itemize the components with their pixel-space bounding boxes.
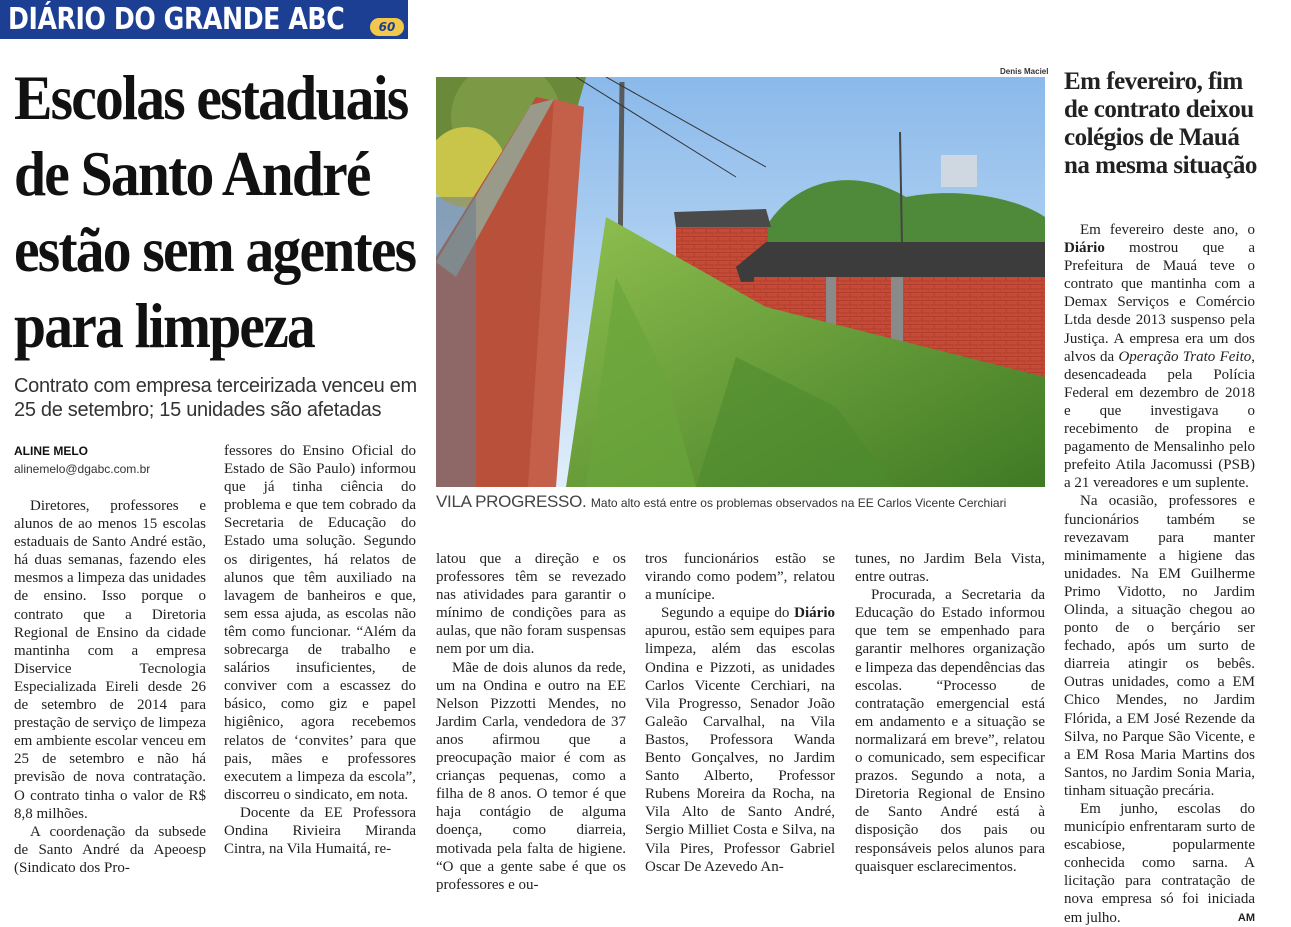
headline-line: para limpeza: [14, 290, 314, 361]
headline-line: Escolas estaduais: [14, 62, 408, 133]
article-column-4: [645, 550, 835, 876]
article-column-5: [855, 550, 1045, 876]
paragraph: tunes, no Jardim Bela Vista, entre outras.: [855, 551, 1045, 586]
paragraph: Na ocasião, professores e funcionários também se revezavam para manter minimamente a higiene das unidades. Na EM Guilherme Primo Vidotto, no Jardim Olinda, a situação chegou ao ponto de o berçário ser fechado, após um surto de diarreia atingir os bebês. Outras unidades, como a EM Chico Mendes, no Jardim Flórida, a EM José Rezende da Silva, no Parque São Vicente, e a EM Rosa Maria Martins dos Santos, no Jardim Sonia Maria, tinham situação precária.: [1064, 493, 1255, 799]
article-column-3: [436, 550, 626, 894]
sidebar-title-line: colégios de Mauá: [1064, 124, 1240, 151]
paragraph: [1064, 800, 1255, 927]
anniversary-badge: 60: [370, 18, 404, 36]
paragraph: tros funcionários estão se virando como podem”, relatou a munícipe.: [645, 551, 835, 604]
headline-line: estão sem agentes: [14, 214, 416, 285]
operation-name: Operação Trato Feito: [1118, 348, 1252, 365]
masthead: [0, 0, 408, 39]
text-run: , desencadeada pela Polícia Federal em dezembro de 2018 e que investigava o recebimento de propina e pagamento de Mensalinho pelo prefeito Atila Jacomussi (PSB) a 21 vereadores e um suplente.: [1064, 348, 1255, 492]
paragraph: [1064, 221, 1255, 492]
newspaper-name: Diário: [1064, 240, 1105, 257]
paragraph: Docente da EE Professora Ondina Rivieira Miranda Cintra, na Vila Humaitá, re-: [224, 804, 416, 858]
article-subheadline: Contrato com empresa terceirizada venceu em 25 de setembro; 15 unidades são afetadas: [14, 375, 417, 421]
text-run: Em junho, escolas do município enfrentaram surto de escabiose, popularmente conhecida como sarna. A licitação para contratação de nova empresa só foi iniciada em julho.: [1064, 801, 1255, 926]
paragraph: latou que a direção e os professores têm se revezado nas atividades para garantir o mínimo de condições para as aulas, que não foram suspensas nem por um dia.: [436, 551, 626, 658]
paragraph: [645, 604, 835, 875]
masthead-title: DIÁRIO DO GRANDE ABC: [8, 2, 345, 37]
sidebar-title-line: de contrato deixou: [1064, 96, 1254, 123]
author-email: alinemelo@dgabc.com.br: [14, 462, 151, 476]
paragraph: fessores do Ensino Oficial do Estado de São Paulo) informou que já tinha ciência do problema e que tem cobrado da Secretaria de Educação do Estado uma solução. Segundo os dirigentes, há relatos de alunos que têm auxiliado na lavagem de banheiros e que, sem essa ajuda, as escolas não têm como funcionar. “Além da sobrecarga de trabalho e salários insuficientes, de conviver com a escassez do básico, como giz e papel higiênico, agora recebemos relatos de ‘convites’ para que pais, mães e professores executem a limpeza da escola”, discorreu o sindicato, em nota.: [224, 443, 416, 803]
text-run: mostrou que a Prefeitura de Mauá teve o contrato que mantinha com a Demax Serviços e Comércio Ltda desde 2013 suspenso pela Justiça. A empresa era um dos alvos da: [1064, 240, 1255, 365]
author-initials: AM: [1237, 911, 1255, 924]
article-column-1: [14, 497, 206, 877]
paragraph: Diretores, professores e alunos de ao menos 15 escolas estaduais de Santo André estão, há duas semanas, fazendo eles mesmos a limpeza das unidades de ensino. Isso porque o contrato que a Diretoria Regional de Ensino da cidade mantinha com a empresa Diservice Tecnologia Especializada Eireli desde 26 de setembro de 2014 para prestação de serviço de limpeza em ambiente escolar venceu em 25 de setembro e não há previsão de nova contratação. O contrato tinha o valor de R$ 8,8 milhões.: [14, 498, 206, 822]
text-run: Segundo a equipe do: [661, 605, 795, 622]
sidebar-title-line: Em fevereiro, fim: [1064, 68, 1243, 95]
sidebar-title: [1064, 68, 1286, 180]
sidebar-column: [1064, 221, 1255, 927]
paragraph: Procurada, a Secretaria da Educação do Estado informou que tem se empenhado para garantir melhores organização e limpeza das dependências das escolas. “Processo de contratação emergencial está em andamento e a situação se normalizará em breve”, relatou o comunicado, sem especificar prazos. Segundo a nota, a Diretoria Regional de Ensino de Santo André está à disposição dos pais ou responsáveis pelos alunos para quaisquer esclarecimentos.: [855, 587, 1045, 875]
photo-caption: [436, 492, 1056, 512]
text-run: Em fevereiro deste ano, o: [1080, 222, 1255, 238]
article-photo: [436, 77, 1045, 487]
text-run: apurou, estão sem equipes para limpeza, além das escolas Ondina e Pizzoti, as unidades Carlos Vicente Cerchiari, na Vila Progresso, Senador João Galeão Carvalhal, na Vila Bastos, Professora Wanda Bento Gonçalves, no Jardim Santo Alberto, Professor Rubens Moreira da Rocha, na Vila Alto de Santo André, Sergio Milliet Costa e Silva, na Vila Pires, Professor Gabriel Oscar De Azevedo An-: [645, 623, 835, 875]
caption-label: VILA PROGRESSO.: [436, 492, 587, 511]
photo-illustration: [436, 77, 1045, 487]
newspaper-name: Diário: [794, 605, 835, 622]
paragraph: A coordenação da subsede de Santo André da Apeoesp (Sindicato dos Pro-: [14, 823, 206, 876]
article-column-2: [224, 442, 416, 858]
headline-line: de Santo André: [14, 138, 370, 209]
article-headline: [14, 60, 416, 364]
author-name: ALINE MELO: [14, 444, 88, 458]
paragraph: Mãe de dois alunos da rede, um na Ondina e outro na EE Nelson Pizzotti Mendes, no Jardim Carla, vendedora de 37 anos afirmou que a preocupação maior é com as crianças pequenas, como a filha de 8 anos. O temor é que haja contágio de alguma doença, como diarreia, motivada pela falta de higiene. “O que a gente sabe é que os professores e ou-: [436, 659, 626, 893]
photo-credit: Denis Maciel: [1000, 67, 1049, 76]
sidebar-title-line: na mesma situação: [1064, 152, 1257, 179]
caption-text: Mato alto está entre os problemas observados na EE Carlos Vicente Cerchiari: [590, 496, 1007, 510]
